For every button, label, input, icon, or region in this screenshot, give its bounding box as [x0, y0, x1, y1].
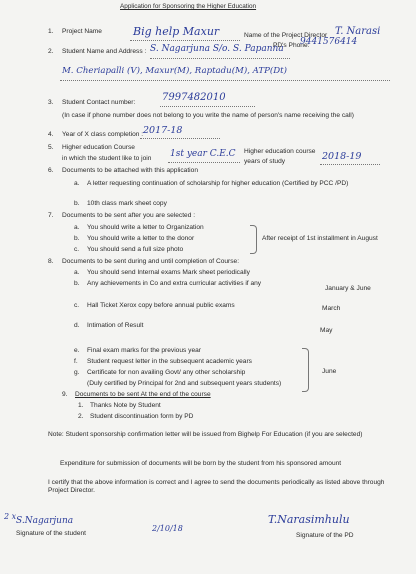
section-8-g-letter: g.: [74, 369, 80, 376]
section-7-c-letter: c.: [74, 246, 80, 253]
student-name-number: 2.: [48, 48, 54, 55]
project-name-number: 1.: [48, 28, 54, 35]
section-7-a-text: You should write a letter to Organization: [87, 224, 204, 231]
section-8-efg-note: June: [322, 368, 337, 375]
section-8-f-letter: f.: [74, 358, 78, 365]
section-9-1-number: 1.: [78, 402, 84, 409]
contact-line: [160, 106, 255, 107]
section-7-title: Documents to be sent after you are selected :: [62, 212, 196, 219]
student-name-value: S. Nagarjuna S/o. S. Papanna: [150, 44, 284, 54]
section-8-d-text: Intimation of Result: [87, 322, 144, 329]
section-8-g-text: Certificate for non availing Govt/ any other scholarship: [87, 369, 246, 376]
higher-ed-line: [168, 162, 240, 163]
project-name-label: Project Name: [62, 28, 102, 35]
section-8-a-text: You should send Internal exams Mark sheet periodically: [87, 269, 250, 276]
higher-ed-years-line: [320, 164, 380, 165]
date-mark: 2/10/18: [152, 524, 183, 533]
higher-ed-label-2: in which the student like to join: [62, 155, 152, 162]
section-6-title: Documents to be attached with this application: [62, 167, 198, 174]
margin-mark: 2 x: [4, 512, 17, 521]
section-6-b-letter: b.: [74, 200, 80, 207]
section-9-2-text: Student discontinuation form by PD: [90, 413, 194, 420]
project-name-line: [130, 40, 240, 41]
section-7-b-text: You should write a letter to the donor: [87, 235, 195, 242]
address-value: M. Cheriapalli (V), Maxur(M), Raptadu(M), ATP(Dt): [62, 66, 287, 76]
x-class-value: 2017-18: [143, 125, 183, 136]
section-9-1-text: Thanks Note by Student: [90, 402, 161, 409]
sponsorship-note: Note: Student sponsorship confirmation letter will be issued from Bighelp For Education (if you are selected): [48, 431, 363, 438]
section-8-g-text-2: (Duly certified by Principal for 2nd and subsequent years students): [87, 380, 282, 387]
address-line: [60, 80, 390, 81]
section-8-a-letter: a.: [74, 269, 80, 276]
section-8-title: Documents to be sent during and until completion of Course:: [62, 258, 240, 265]
contact-label: Student Contact number:: [62, 99, 136, 106]
section-6-number: 6.: [48, 167, 54, 174]
certification-text: I certify that the above information is correct and I agree to send the documents periodically as listed above through Project Director.: [48, 479, 385, 494]
section-9-number: 9.: [62, 391, 68, 398]
section-7-a-letter: a.: [74, 224, 80, 231]
section-7-number: 7.: [48, 212, 54, 219]
pd-signature: T.Narasimhulu: [268, 513, 350, 526]
section-8-f-text: Student request letter in the subsequent academic years: [87, 358, 252, 365]
expenditure-note: Expenditure for submission of documents will be born by the student from his sponsored amount: [60, 460, 342, 467]
higher-ed-label: Higher education Course: [62, 144, 135, 151]
form-title: Application for Sponsoring the Higher Education: [120, 3, 257, 10]
section-8-e-letter: e.: [74, 347, 80, 354]
student-name-line: [150, 58, 290, 59]
pd-signature-label: Signature of the PD: [296, 532, 354, 539]
contact-note: (In case if phone number does not belong to you write the name of person's name receiving the call): [62, 112, 354, 119]
section-6-a-letter: a.: [74, 180, 80, 187]
pd-phone-label: PD's Phone:: [273, 42, 310, 49]
section-8-b-note: January & June: [325, 285, 371, 292]
section-8-c-letter: c.: [74, 302, 80, 309]
student-signature: S.Nagarjuna: [16, 516, 74, 526]
section-8-number: 8.: [48, 258, 54, 265]
section-8-d-letter: d.: [74, 322, 80, 329]
section-9-2-number: 2.: [78, 413, 84, 420]
project-director-label: Name of the Project Director: [244, 32, 328, 39]
section-7-b-letter: b.: [74, 235, 80, 242]
x-class-label: Year of X class completion :: [62, 131, 144, 138]
section-8-efg-bracket: [302, 348, 309, 392]
section-6-b-text: 10th class mark sheet copy: [87, 200, 167, 207]
section-8-b-letter: b.: [74, 280, 80, 287]
higher-ed-years-value: 2018-19: [322, 151, 362, 162]
section-7-note: After receipt of 1st installment in August: [262, 235, 378, 242]
section-7-bracket: [250, 225, 257, 254]
higher-ed-years-label-2: years of study: [244, 158, 286, 165]
x-class-line: [140, 138, 220, 139]
section-7-c-text: You should send a full size photo: [87, 246, 184, 253]
project-name-value: Big help Maxur: [133, 25, 220, 38]
x-class-number: 4.: [48, 131, 54, 138]
section-8-b-text: Any achievements in Co and extra curricular activities if any: [87, 280, 262, 287]
project-director-value: T. Narasi: [335, 26, 381, 37]
higher-ed-value: 1st year C.E.C: [170, 149, 236, 159]
contact-number-index: 3.: [48, 99, 54, 106]
section-6-a-text: A letter requesting continuation of scholarship for higher education (Certified by PCC /PD): [87, 180, 349, 187]
pd-phone-value: 9441576414: [300, 37, 358, 47]
section-8-c-text: Hall Ticket Xerox copy before annual public exams: [87, 302, 235, 309]
higher-ed-number: 5.: [48, 144, 54, 151]
higher-ed-years-label: Higher education course: [244, 148, 316, 155]
section-8-e-text: Final exam marks for the previous year: [87, 347, 201, 354]
section-8-d-note: May: [320, 327, 333, 334]
contact-value: 7997482010: [162, 92, 226, 103]
section-9-title: Documents to be sent At the end of the course: [75, 391, 211, 398]
student-signature-label: Signature of the student: [16, 530, 87, 537]
section-8-c-note: March: [322, 305, 341, 312]
student-name-label: Student Name and Address :: [62, 48, 147, 55]
